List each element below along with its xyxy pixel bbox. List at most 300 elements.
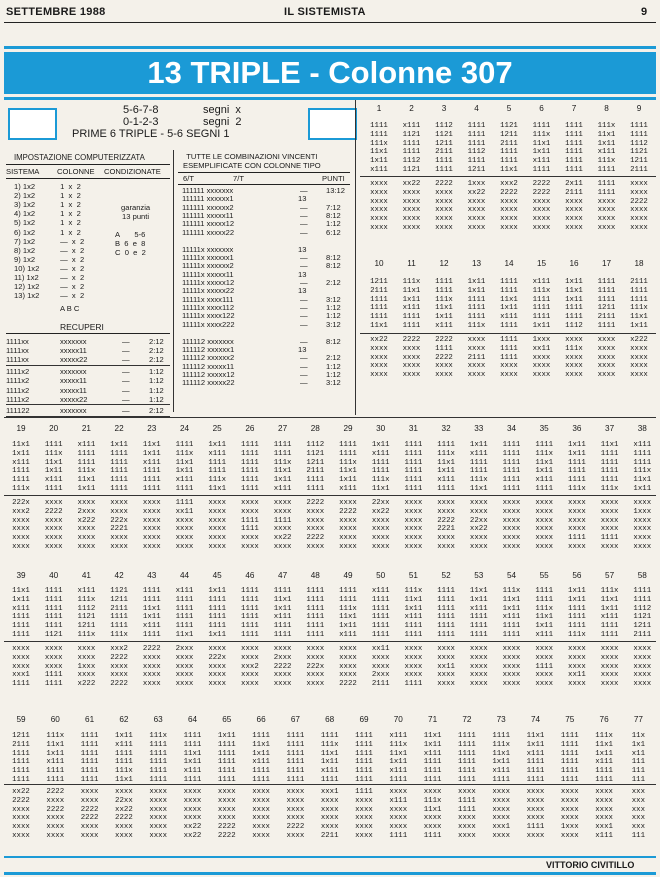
column-top-signs: 1111 111x 11x1 1x11 x111 1111: [44, 441, 63, 493]
column-bottom-signs: 22xx xx22 xxxx xxxx xxxx xxxx: [371, 499, 390, 551]
column-number: 61: [85, 715, 95, 724]
comb-dash: —: [300, 278, 308, 287]
column-top-signs: 1112 1121 1211 2111 1111 1111: [306, 441, 325, 493]
column-bottom-signs: xxxx xxxx xxxx xxxx xxxx xxxx: [208, 499, 227, 551]
column-top-signs: 1111 11x1 1x11 x111 1111 1111: [273, 587, 292, 639]
rec-col-a: 1111x2: [6, 367, 30, 377]
column-bottom-signs: 1111 1111 1111 xxxx xxxx: [500, 336, 518, 379]
imp-sistema: 13) 1x2: [14, 291, 40, 301]
column-number: 17: [601, 259, 612, 268]
column-number: 59: [16, 715, 26, 724]
rec-col-a: 1111xx: [6, 337, 29, 346]
comb-13: 13: [298, 194, 307, 204]
comb-col: 11111x xxxxx22: [182, 286, 235, 296]
column-number: 12: [439, 259, 449, 268]
comb-dash: —: [300, 294, 308, 304]
comb-col: 111111 xxxxx12: [182, 219, 235, 229]
column-top-signs: 1111 1111 111x 11x1 1x11 x111: [535, 587, 554, 639]
rec-col-b: xxxxxxx: [60, 406, 87, 416]
column-bottom-signs: xxxx xxxx xxxx xxxx xxxx: [633, 645, 652, 688]
rec-col-b: xxxxx11: [60, 376, 87, 386]
column-number: 46: [245, 571, 255, 580]
column-bottom-signs: x222 xxxx xxxx xxxx xxxx: [630, 336, 648, 379]
column-bottom-signs: 2222 xxxx 2222 xxxx xxxx xxxx: [46, 788, 65, 840]
imp-sistema: 2) 1x2: [14, 191, 36, 201]
column-number: 43: [147, 571, 157, 580]
comb-col: 11111x xxxxx11: [182, 269, 234, 279]
comb-dash: —: [300, 202, 308, 212]
comb-dash: —: [300, 370, 308, 379]
column-bottom-signs: xxx1 xxxx xxxx xxxx xxxx 2211: [320, 788, 339, 840]
column-bottom-signs: 2222 1111 2222 xxxx xxxx: [435, 336, 453, 379]
banner-stripe-top: [4, 46, 656, 49]
column-bottom-signs: 2222 xxxx xxxx xxxx xxxx: [402, 336, 421, 379]
rec-dash: —: [122, 394, 130, 404]
column-bottom-signs: xxxx xxxx xxxx xxxx xxxx xxxx: [252, 788, 270, 840]
column-top-signs: 1x11 1111 1111 1111 1111 1x11: [208, 587, 227, 639]
condizioni: A 5-6 B 6 e 8 C 0 e 2: [115, 230, 146, 258]
abc-label: A B C: [60, 304, 80, 313]
column-number: 15: [536, 259, 547, 268]
comb-punti: 3:12: [326, 378, 341, 388]
rec-punti: 2:12: [149, 346, 164, 356]
column-number: 3: [441, 104, 447, 113]
column-top-signs: 1111 111x 11x1 1x11 x111 1111: [175, 441, 194, 493]
rec-col-b: xxxxxxx: [60, 367, 87, 377]
comb-col: 11111x xxxxxx1: [182, 253, 234, 263]
column-top-signs: 1x11 1x11 1111 1111 1111 111x: [568, 587, 586, 639]
column-bottom-signs: xxxx xxxx xxxx xxxx xxxx xxxx: [502, 499, 521, 551]
column-bottom-signs: xxxx xxxx xxxx xxxx xxxx: [469, 645, 488, 688]
column-bottom-signs: xxxx xxxx xxxx xxxx 1111 xxxx: [526, 788, 545, 840]
column-top-signs: 11x1 1x11 x111 1111 1111 111x: [12, 441, 30, 493]
column-top-signs: 1111 1111 11x1 1x11 x111 1111: [183, 732, 202, 784]
rec-punti: 2:12: [149, 355, 164, 365]
column-number: 44: [179, 571, 190, 580]
imp-colonne: 1 x 2: [58, 191, 81, 201]
column-number: 10: [374, 259, 384, 268]
column-bottom-signs: xxxx xxxx xxxx xxxx xxx1 x111: [595, 788, 613, 840]
imp-sistema: 4) 1x2: [14, 209, 36, 219]
comb-punti: 1:12: [326, 370, 341, 379]
garanzia: garanzia 13 punti: [121, 203, 151, 222]
column-number: 14: [504, 259, 514, 268]
column-number: 5: [506, 104, 512, 113]
column-top-signs: 11x 1x1 x11 111 111 111: [631, 732, 646, 784]
info-line-1b: segni x: [203, 104, 241, 116]
column-top-signs: 111x 11x1 1x11 x111 1111 1111: [595, 732, 613, 784]
comb-punti: 1:12: [326, 219, 341, 229]
comb-dash: —: [300, 261, 308, 271]
column-number: 40: [49, 571, 59, 580]
comb-punti: 3:12: [326, 319, 341, 329]
comb-dash: —: [300, 219, 308, 229]
column-top-signs: 1111 1111 1111 1111 1111 1111: [437, 587, 455, 639]
comb-col: 11111x xxxx111: [182, 294, 234, 304]
column-top-signs: 1111 1111 1111 1111 1111 1111: [458, 732, 476, 784]
imp-colonne: — x 2: [58, 291, 85, 301]
column-number: 30: [376, 424, 386, 433]
info-line-2b: segni 2: [203, 116, 242, 128]
rec-dash: —: [122, 367, 130, 377]
column-number: 54: [506, 571, 517, 580]
column-bottom-signs: xxxx xxxx xxxx xxxx xxxx xxxx: [370, 180, 388, 232]
column-bottom-signs: xx22 xxxx xxxx xxxx xxxx: [370, 336, 388, 379]
comb-dash: —: [300, 253, 308, 263]
column-top-signs: 1111 1111 1111 1111 1111 1111: [286, 732, 305, 784]
column-top-signs: 1111 1111 111x 11x1 1x11 x111: [370, 122, 388, 174]
column-number: 37: [605, 424, 615, 433]
column-number: 35: [539, 424, 549, 433]
column-number: 16: [569, 259, 579, 268]
column-number: 41: [81, 571, 91, 580]
column-top-signs: 1111 1111 1111 1111 1111 1111: [80, 732, 99, 784]
rec-col-a: 1111xx: [6, 355, 29, 365]
rec-punti: 2:12: [149, 406, 164, 416]
column-bottom-signs: xxxx xxxx 222x 2221 xxxx xxxx: [110, 499, 128, 551]
column-bottom-signs: xxxx 2xxx x222 xxxx xxxx xxxx: [77, 499, 96, 551]
left-divider: [173, 150, 174, 412]
column-number: 74: [530, 715, 541, 724]
column-top-signs: 1111 1111 111x 11x1 1x11 x111: [273, 441, 292, 493]
info-line-3: PRIME 6 TRIPLE - 5-6 SEGNI 1: [72, 128, 230, 140]
rec-col-b: xxxxx11: [60, 385, 87, 395]
column-bottom-signs: 2222 xxxx xxxx xxxx 2222 xxxx: [306, 499, 325, 551]
column-number: 22: [114, 424, 124, 433]
comb-dash: —: [300, 353, 308, 363]
imp-colonne: 1 x 2: [58, 182, 81, 191]
imp-sistema: 6) 1x2: [14, 227, 36, 237]
column-number: 50: [376, 571, 386, 580]
combinazioni-title: TUTTE LE COMBINAZIONI VINCENTI ESEMPLIFICATE CON COLONNE TIPO: [183, 152, 321, 171]
column-number: 53: [474, 571, 484, 580]
rec-col-b: xxxxx22: [60, 355, 88, 365]
column-top-signs: 1111 1111 1111 1111 1111 1111: [560, 732, 579, 784]
rec-group-rule: [6, 365, 170, 366]
column-number: 51: [408, 571, 418, 580]
imp-sistema: 7) 1x2: [14, 236, 36, 246]
column-number: 71: [428, 715, 438, 724]
column-number: 6: [539, 104, 544, 113]
column-bottom-signs: xxxx xxxx xxxx xxxx 2222 2222: [217, 788, 236, 840]
column-bottom-signs: 2222 xxxx xxxx xxxx xxxx xxxx: [435, 180, 453, 232]
column-top-signs: 1111 1111 111x 11x1 1x11 x111: [339, 587, 357, 639]
column-number: 9: [636, 104, 642, 113]
column-number: 66: [256, 715, 266, 724]
column-number: 64: [187, 715, 198, 724]
column-number: 47: [278, 571, 288, 580]
comb-col: 111111 xxxxxxx: [182, 186, 234, 195]
column-number: 55: [539, 571, 549, 580]
imp-colonne: — x 2: [58, 282, 85, 292]
comb-header-6t: 6/T: [183, 174, 194, 183]
comb-punti: 8:12: [326, 261, 341, 271]
section-rule: [4, 417, 656, 418]
imp-colonne: — x 2: [58, 254, 85, 264]
column-number: 77: [633, 715, 643, 724]
impostazione-title: IMPOSTAZIONE COMPUTERIZZATA: [14, 153, 145, 162]
rec-punti: 1:12: [149, 385, 164, 395]
column-number: 42: [114, 571, 124, 580]
column-bottom-signs: xxxx xxxx xxxx xxxx xxxx: [600, 645, 619, 688]
column-top-signs: 1111 1111 111x 11x1 1x11 x111: [339, 441, 357, 493]
column-number: 24: [179, 424, 190, 433]
column-number: 31: [408, 424, 418, 433]
rec-punti: 1:12: [149, 376, 164, 386]
comb-dash: —: [300, 227, 308, 237]
imp-colonne: — x 2: [58, 236, 85, 246]
comb-col: 111112 xxxxx22: [182, 378, 235, 388]
comb-punti: 1:12: [326, 302, 341, 312]
comb-col: 11111x xxxxx12: [182, 278, 235, 287]
column-top-signs: 1x11 x111 1111 1111 111x 11x1: [469, 441, 488, 493]
column-number: 49: [343, 571, 353, 580]
column-top-signs: x111 111x 1112 1121 1211 111x: [77, 587, 96, 639]
column-number: 76: [599, 715, 609, 724]
column-number: 21: [81, 424, 91, 433]
comb-col: 111111 xxxxx11: [182, 210, 234, 220]
rec-dash: —: [122, 385, 130, 395]
column-top-signs: x111 1121 1111 1111 1112 1121: [402, 122, 421, 174]
comb-punti: 3:12: [326, 294, 341, 304]
column-bottom-signs: 2x11 2111 xxxx xxxx xxxx xxxx: [565, 180, 583, 232]
column-number: 69: [359, 715, 369, 724]
column-number: 57: [605, 571, 615, 580]
column-bottom-signs: xxxx xxxx 1111 xxxx xx22 xxxx: [273, 499, 292, 551]
column-bottom-signs: xxxx 1111 1111 xxxx xxxx xxxx: [458, 788, 476, 840]
comb-col: 11111x xxxxxxx: [182, 244, 234, 254]
comb-col: 111111 xxxxxx1: [182, 194, 234, 204]
comb-col: 11111x xxxx122: [182, 311, 235, 321]
comb-13: 13: [298, 244, 307, 254]
column-top-signs: 1211 2111 1111 1111 1111 1111: [12, 732, 30, 784]
column-number: 34: [506, 424, 517, 433]
block-separator: [360, 333, 656, 334]
column-top-signs: 111x 11x1 1x11 x111 1111 1111: [600, 587, 619, 639]
block-separator: [4, 784, 656, 785]
imp-colonne: — x 2: [58, 245, 85, 255]
column-bottom-signs: xxxx xxxx 1111 1111 xxxx xxxx: [241, 499, 259, 551]
column-top-signs: 1111 1111 1111 1112 1111 1211: [467, 122, 486, 174]
column-number: 45: [212, 571, 222, 580]
imp-rule-2: [6, 178, 170, 179]
column-bottom-signs: 222x xxx2 xxxx xxxx xxxx xxxx: [12, 499, 30, 551]
page-title: 13 TRIPLE - Colonne 307: [4, 52, 656, 94]
column-top-signs: 1111 1111 1111 1211 2111 1111: [597, 278, 616, 330]
column-bottom-signs: xx22 2222 xxxx xxxx xxxx xxxx: [12, 788, 30, 840]
column-number: 2: [409, 104, 414, 113]
rec-group-rule: [6, 404, 170, 405]
column-number: 75: [565, 715, 575, 724]
comb-header-7t: 7/T: [233, 174, 244, 183]
column-bottom-signs: xxxx xxxx xxxx xxxx 1xxx xxxx: [560, 788, 579, 840]
column-bottom-signs: xxxx xxxx xxxx xxxx xx22 xx22: [183, 788, 202, 840]
comb-dash: —: [300, 311, 308, 321]
column-number: 11: [407, 259, 416, 268]
column-top-signs: 111x 11x1 1x11 x111 1111 1111: [46, 732, 65, 784]
comb-col: 11111x xxxx112: [182, 302, 235, 312]
column-bottom-signs: xxxx xxxx xxxx xx11 xxxx: [568, 645, 586, 688]
comb-dash: —: [300, 319, 308, 329]
block-separator: [4, 641, 656, 642]
column-bottom-signs: 1111 xxxx xxxx xxxx xxxx xxxx: [355, 788, 373, 840]
comb-col: 111112 xxxxx11: [182, 361, 235, 371]
column-top-signs: 1121 1211 2111 1111 1111 11x1: [500, 122, 518, 174]
column-number: 70: [393, 715, 403, 724]
rec-col-a: 1111x2: [6, 385, 30, 395]
rec-col-a: 1111x2: [6, 376, 30, 386]
comb-col: 111112 xxxxx12: [182, 370, 235, 379]
rec-dash: —: [122, 355, 130, 365]
column-top-signs: 1111 1111 1112 1121 1211 2111: [633, 587, 652, 639]
column-top-signs: 1111 11x1 1x11 x111 1111 1111: [252, 732, 270, 784]
column-top-signs: 1111 1111 1112 1121 1211 2111: [630, 122, 648, 174]
column-top-signs: 1111 111x 11x1 1x11 x111 1111: [320, 732, 339, 784]
column-bottom-signs: xxxx xxxx xxxx xxxx xxxx xxxx: [404, 499, 423, 551]
column-top-signs: 11x1 1x11 x111 1111 1111 1111: [469, 587, 488, 639]
column-top-signs: x111 1111 1111 1111 1111 11x1: [175, 587, 194, 639]
comb-dash: —: [300, 210, 308, 220]
column-bottom-signs: xxxx 2222 xxxx xxxx xxxx xxxx: [44, 499, 63, 551]
column-bottom-signs: xxxx 1xxx xxxx xxxx xxxx xxxx: [633, 499, 652, 551]
column-top-signs: 1111 1111 1111 1111 1111 1111: [306, 587, 325, 639]
comb-rule-2: [178, 184, 350, 185]
column-top-signs: 1112 1121 1211 2111 1111 1111: [435, 122, 453, 174]
imp-colonne: — x 2: [58, 273, 85, 282]
column-bottom-signs: 1111 xx11 xxxx xxxx xxxx xxxx: [175, 499, 194, 551]
column-top-signs: 11x1 1x11 x111 1111 1111 1111: [12, 587, 30, 639]
imp-sistema: 1) 1x2: [14, 182, 36, 191]
comb-header-punti: PUNTI: [322, 174, 345, 183]
column-bottom-signs: 2xxx xxxx xxxx xxxx xxxx: [175, 645, 194, 688]
imp-sistema: 10) 1x2: [14, 263, 40, 273]
column-bottom-signs: xxxx 2xxx 2222 xxxx xxxx: [273, 645, 292, 688]
column-top-signs: 1111 1111 1111 1111 1111 1111: [241, 587, 259, 639]
column-top-signs: 111x 11x1 1x11 x111 111x 1111: [597, 122, 616, 174]
footer-rule: [4, 856, 656, 858]
column-number: 13: [471, 259, 482, 268]
column-top-signs: 1x11 x111 1111 1111 111x 11x1: [371, 441, 390, 493]
comb-dash: —: [300, 186, 308, 195]
column-top-signs: 11x1 1x11 x111 1111 1111 1111: [423, 732, 442, 784]
magazine-name: IL SISTEMISTA: [284, 6, 366, 18]
comb-col: 111112 xxxxxx1: [182, 345, 235, 355]
right-blue-box: [308, 108, 357, 140]
column-top-signs: 1111 1111 1111 1111 1111 1111: [404, 441, 423, 493]
column-number: 19: [16, 424, 26, 433]
column-bottom-signs: xxxx xxxx 2222 xxxx xxxx xxxx: [630, 180, 648, 232]
comb-punti: 8:12: [326, 336, 341, 346]
column-top-signs: x111 1111 1111 1111 1111 1111: [371, 587, 390, 639]
column-bottom-signs: xxxx xxxx 1xxx xxxx x222: [77, 645, 96, 688]
column-number: 60: [50, 715, 60, 724]
column-bottom-signs: xxxx xxxx xxxx xxxx xxxx xxxx: [142, 499, 161, 551]
column-bottom-signs: xxxx xxxx xxxx xxxx 1111 xxxx: [600, 499, 619, 551]
column-top-signs: x111 1111 1111 111x 11x1 1x11: [633, 441, 652, 493]
comb-col: 11111x xxxx222: [182, 319, 235, 329]
issue-date: SETTEMBRE 1988: [6, 6, 106, 18]
rec-rule: [6, 333, 170, 334]
comb-rule-1: [178, 172, 350, 173]
column-bottom-signs: xxxx xxxx 2111 xxxx xxxx: [467, 336, 486, 379]
column-bottom-signs: xxxx xxxx xxxx xxxx xxxx: [597, 336, 616, 379]
column-top-signs: 1111 1111 1111 1111 1111 1111: [565, 122, 583, 174]
column-number: 39: [16, 571, 26, 580]
rec-punti: 1:12: [149, 394, 164, 404]
column-top-signs: 111x 11x1 1x11 x111 1111 1111: [404, 587, 423, 639]
column-top-signs: 1121 1211 2111 1111 1111 111x: [110, 587, 128, 639]
comb-punti: 13:12: [326, 186, 346, 195]
comb-punti: 7:12: [326, 202, 341, 212]
comb-punti: 1:12: [326, 361, 341, 371]
comb-13: 13: [298, 286, 307, 296]
imp-sistema: 12) 1x2: [14, 282, 40, 292]
column-bottom-signs: xxxx xxxx xxxx 1111 1111: [44, 645, 63, 688]
column-number: 63: [153, 715, 163, 724]
imp-colonne: 1 x 2: [58, 227, 81, 237]
column-bottom-signs: xxxx 22xx xx22 2222 xxxx xxxx: [115, 788, 133, 840]
column-top-signs: 1111 111x 11x1 1x11 x111 1111: [437, 441, 455, 493]
column-number: 4: [474, 104, 479, 113]
comb-dash: —: [300, 361, 308, 371]
column-bottom-signs: xx11 xxxx xxxx 2xxx 2111: [371, 645, 390, 688]
column-bottom-signs: xxxx xxxx 2222 2222 xxxx xxxx: [80, 788, 99, 840]
comb-13: 13: [298, 345, 307, 355]
rec-col-b: xxxxx11: [60, 346, 87, 356]
column-number: 72: [462, 715, 472, 724]
column-top-signs: 11x1 1x11 x111 1111 1111 1111: [526, 732, 545, 784]
comb-col: 111111 xxxxxx2: [182, 202, 234, 212]
rec-col-a: 111122: [6, 406, 30, 416]
author: VITTORIO CIVITILLO: [546, 860, 635, 870]
column-bottom-signs: xxxx xxxx 22xx xx22 xxxx xxxx: [469, 499, 488, 551]
rec-col-a: 1111x2: [6, 394, 30, 404]
column-number: 65: [222, 715, 232, 724]
column-number: 27: [278, 424, 288, 433]
imp-sistema: 8) 1x2: [14, 245, 36, 255]
rec-punti: 1:12: [149, 367, 164, 377]
left-blue-box: [8, 108, 57, 140]
column-bottom-signs: xxxx xxxx xxxx xxxx xxxx xxxx: [149, 788, 168, 840]
column-top-signs: 1111 1111 1111 1111 1111 1111: [502, 441, 521, 493]
column-bottom-signs: xxxx xxxx xxxx xxxx 1111: [404, 645, 423, 688]
column-top-signs: 1111 1111 11x1 1x11 x111 1111: [500, 278, 518, 330]
column-bottom-signs: xxxx 2222 xxxx xxxx xxxx xxxx: [339, 499, 357, 551]
column-top-signs: 1x11 x111 1111 1111 111x 11x1: [115, 732, 133, 784]
column-number: 38: [637, 424, 647, 433]
column-bottom-signs: xxxx xxxx xxxx xxxx 2222: [339, 645, 357, 688]
column-top-signs: 1x11 1111 1111 1111 1111 1111: [110, 441, 128, 493]
column-top-signs: 1111 1111 1111 1111 1111 1121: [44, 587, 63, 639]
column-number: 67: [290, 715, 300, 724]
imp-colonne: 1 x 2: [58, 200, 81, 210]
block-separator: [4, 495, 656, 496]
comb-col: 111111 xxxxx22: [182, 227, 235, 237]
column-number: 33: [474, 424, 484, 433]
header-rule: [4, 22, 656, 23]
comb-col: 11111x xxxxxx2: [182, 261, 234, 271]
column-top-signs: 111x 11x1 1x11 x111 1111 1111: [502, 587, 521, 639]
imp-sistema: 5) 1x2: [14, 218, 36, 228]
column-number: 23: [147, 424, 157, 433]
page-number: 9: [641, 6, 648, 18]
column-top-signs: 111x 1111 1111 1111 1111 1111: [149, 732, 168, 784]
rec-col-b: xxxxx22: [60, 394, 88, 404]
column-number: 1: [376, 104, 382, 113]
info-line-2a: 0-1-2-3: [123, 116, 159, 128]
column-bottom-signs: xxxx xxxx xxxx xxxx 2222 xxxx: [286, 788, 305, 840]
rec-punti: 2:12: [149, 337, 164, 346]
